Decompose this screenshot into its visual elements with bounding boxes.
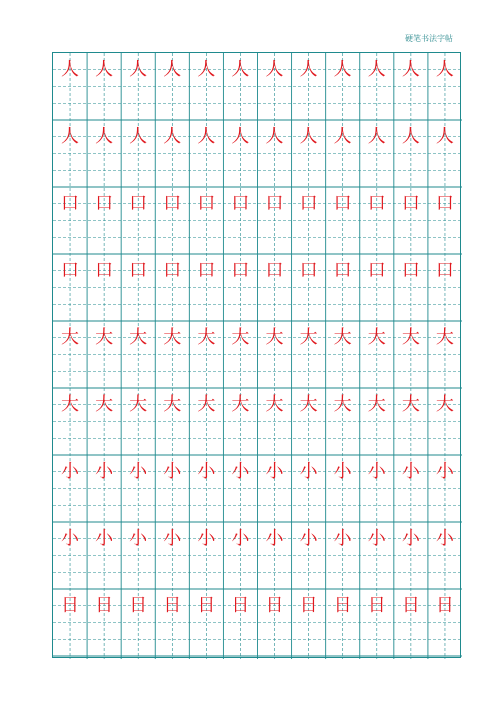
practice-character: 小 bbox=[333, 460, 352, 482]
practice-character: 人 bbox=[61, 58, 79, 80]
character-row bbox=[53, 388, 462, 421]
practice-grid-sheet bbox=[52, 52, 461, 658]
practice-character: 口 bbox=[61, 192, 79, 214]
practice-character: 大 bbox=[95, 393, 114, 415]
practice-character: 大 bbox=[129, 326, 148, 348]
practice-character: 大 bbox=[197, 326, 216, 348]
practice-character: 人 bbox=[61, 125, 79, 147]
practice-character: 小 bbox=[129, 527, 148, 549]
practice-character: 口 bbox=[197, 192, 216, 214]
practice-character: 日 bbox=[61, 594, 79, 616]
practice-character: 口 bbox=[231, 259, 250, 281]
practice-character: 人 bbox=[265, 58, 284, 80]
practice-character: 日 bbox=[435, 594, 454, 616]
practice-character: 口 bbox=[401, 192, 420, 214]
practice-character: 人 bbox=[95, 125, 114, 147]
practice-character: 日 bbox=[231, 594, 250, 616]
practice-character: 人 bbox=[333, 58, 352, 80]
practice-character: 人 bbox=[163, 58, 182, 80]
practice-character: 口 bbox=[129, 192, 148, 214]
practice-character: 大 bbox=[95, 326, 114, 348]
practice-character: 日 bbox=[265, 594, 284, 616]
practice-character: 日 bbox=[401, 594, 420, 616]
practice-character: 小 bbox=[197, 527, 216, 549]
practice-character: 口 bbox=[265, 192, 284, 214]
practice-character: 人 bbox=[367, 125, 386, 147]
practice-character: 口 bbox=[333, 192, 352, 214]
practice-character: 小 bbox=[299, 460, 318, 482]
practice-character: 大 bbox=[333, 393, 352, 415]
practice-character: 日 bbox=[197, 594, 216, 616]
practice-character: 大 bbox=[61, 393, 79, 415]
character-row bbox=[53, 120, 462, 153]
practice-character: 人 bbox=[95, 58, 114, 80]
practice-character: 口 bbox=[401, 259, 420, 281]
character-row bbox=[53, 589, 462, 622]
practice-character: 小 bbox=[197, 460, 216, 482]
practice-character: 口 bbox=[163, 259, 182, 281]
practice-character: 口 bbox=[265, 259, 284, 281]
practice-character: 小 bbox=[265, 527, 284, 549]
practice-character: 小 bbox=[367, 460, 386, 482]
practice-character: 日 bbox=[299, 594, 318, 616]
practice-character: 大 bbox=[129, 393, 148, 415]
practice-character: 小 bbox=[129, 460, 148, 482]
practice-character: 人 bbox=[435, 125, 454, 147]
character-row bbox=[53, 53, 462, 86]
practice-character: 大 bbox=[163, 393, 182, 415]
practice-character: 大 bbox=[299, 393, 318, 415]
practice-character: 大 bbox=[401, 326, 420, 348]
practice-character: 小 bbox=[163, 527, 182, 549]
practice-character: 人 bbox=[197, 125, 216, 147]
practice-character: 口 bbox=[95, 259, 114, 281]
practice-character: 大 bbox=[435, 326, 454, 348]
practice-character: 大 bbox=[163, 326, 182, 348]
character-row bbox=[53, 187, 462, 220]
page-title: 硬笔书法字帖 bbox=[405, 34, 453, 43]
practice-character: 大 bbox=[401, 393, 420, 415]
practice-character: 口 bbox=[367, 259, 386, 281]
practice-character: 口 bbox=[95, 192, 114, 214]
practice-character: 大 bbox=[61, 326, 79, 348]
practice-character: 人 bbox=[265, 125, 284, 147]
practice-character: 大 bbox=[197, 393, 216, 415]
practice-character: 小 bbox=[401, 460, 420, 482]
practice-character: 人 bbox=[163, 125, 182, 147]
practice-character: 小 bbox=[401, 527, 420, 549]
practice-character: 口 bbox=[231, 192, 250, 214]
practice-character: 人 bbox=[401, 125, 420, 147]
practice-character: 人 bbox=[299, 125, 318, 147]
practice-character: 大 bbox=[333, 326, 352, 348]
practice-character: 人 bbox=[367, 58, 386, 80]
practice-character: 小 bbox=[367, 527, 386, 549]
practice-character: 口 bbox=[129, 259, 148, 281]
practice-character: 口 bbox=[435, 259, 454, 281]
practice-character: 大 bbox=[299, 326, 318, 348]
practice-character: 口 bbox=[299, 259, 318, 281]
practice-character: 小 bbox=[61, 460, 79, 482]
character-row bbox=[53, 321, 462, 354]
practice-character: 人 bbox=[129, 125, 148, 147]
practice-character: 人 bbox=[129, 58, 148, 80]
practice-character: 日 bbox=[333, 594, 352, 616]
practice-character: 日 bbox=[163, 594, 182, 616]
character-row bbox=[53, 254, 462, 287]
practice-character: 小 bbox=[61, 527, 79, 549]
practice-character: 小 bbox=[163, 460, 182, 482]
practice-character: 小 bbox=[231, 460, 250, 482]
practice-character: 口 bbox=[61, 259, 79, 281]
practice-character: 人 bbox=[231, 58, 250, 80]
practice-character: 人 bbox=[401, 58, 420, 80]
practice-character: 日 bbox=[367, 594, 386, 616]
practice-character: 大 bbox=[265, 326, 284, 348]
practice-character: 小 bbox=[265, 460, 284, 482]
practice-character: 大 bbox=[231, 326, 250, 348]
practice-character: 人 bbox=[333, 125, 352, 147]
practice-character: 小 bbox=[299, 527, 318, 549]
practice-character: 口 bbox=[435, 192, 454, 214]
practice-character: 小 bbox=[95, 527, 114, 549]
practice-character: 大 bbox=[231, 393, 250, 415]
practice-character: 大 bbox=[265, 393, 284, 415]
practice-character: 小 bbox=[95, 460, 114, 482]
practice-character: 大 bbox=[367, 326, 386, 348]
practice-character: 人 bbox=[231, 125, 250, 147]
practice-character: 口 bbox=[333, 259, 352, 281]
practice-character: 口 bbox=[367, 192, 386, 214]
practice-character: 人 bbox=[299, 58, 318, 80]
practice-character: 日 bbox=[95, 594, 114, 616]
practice-character: 人 bbox=[197, 58, 216, 80]
practice-character: 大 bbox=[367, 393, 386, 415]
practice-character: 小 bbox=[333, 527, 352, 549]
character-row bbox=[53, 455, 462, 488]
practice-character: 小 bbox=[435, 460, 454, 482]
practice-character: 日 bbox=[129, 594, 148, 616]
practice-character: 大 bbox=[435, 393, 454, 415]
practice-character: 小 bbox=[231, 527, 250, 549]
practice-character: 口 bbox=[197, 259, 216, 281]
practice-character: 小 bbox=[435, 527, 454, 549]
practice-character: 人 bbox=[435, 58, 454, 80]
character-row bbox=[53, 522, 462, 555]
practice-character: 口 bbox=[163, 192, 182, 214]
practice-character: 口 bbox=[299, 192, 318, 214]
